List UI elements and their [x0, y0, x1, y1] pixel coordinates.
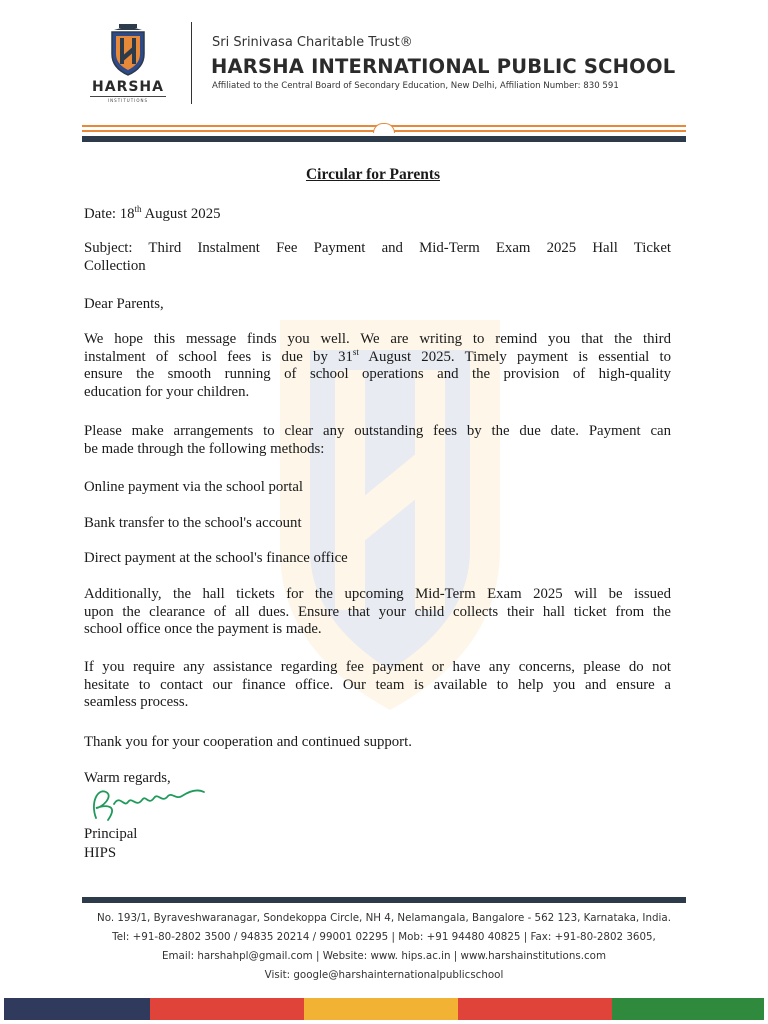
list-item-bank-transfer: Bank transfer to the school's account: [84, 515, 302, 531]
footer-address: No. 193/1, Byraveshwaranagar, Sondekoppa Circle, NH 4, Nelamangala, Bangalore - 562 123, Karnataka, India.: [97, 912, 671, 924]
footer-band-red-2: [458, 998, 612, 1020]
letter-closing: Warm regards,: [84, 770, 171, 786]
list-item-online-payment: Online payment via the school portal: [84, 479, 304, 495]
trust-name: Sri Srinivasa Charitable Trust®: [212, 35, 413, 50]
list-item-direct-payment: Direct payment at the school's finance office: [84, 550, 348, 566]
header-divider: [191, 22, 192, 104]
footer-rule: [82, 897, 686, 903]
signatory-title: Principal: [84, 826, 138, 842]
header-rule-dark: [82, 136, 686, 142]
school-name: HARSHA INTERNATIONAL PUBLIC SCHOOL: [211, 55, 676, 78]
logo-subtitle: INSTITUTIONS: [90, 96, 166, 103]
affiliation-text: Affiliated to the Central Board of Secondary Education, New Delhi, Affiliation Number: 830 591: [212, 81, 619, 91]
signatory-organisation: HIPS: [84, 845, 117, 861]
footer-visit: Visit: google@harshainternationalpublicschool: [264, 969, 504, 981]
letter-thanks: Thank you for your cooperation and continued support.: [84, 734, 412, 750]
footer-contact: Email: harshahpl@gmail.com | Website: www. hips.ac.in | www.harshainstitutions.com: [162, 950, 606, 962]
school-logo: [78, 24, 178, 104]
letter-salutation: Dear Parents,: [84, 296, 164, 312]
principal-signature: [84, 778, 214, 828]
logo-wordmark: HARSHA: [92, 79, 164, 95]
footer-band-red: [150, 998, 304, 1020]
letter-date: Date: 18th August 2025: [84, 204, 221, 222]
circular-title: Circular for Parents: [305, 166, 441, 183]
paragraph-assistance: If you require any assistance regarding fee payment or have any concerns, please do not hesitate to contact our finance office. Our team is available to help you and ensure a seamless process.: [84, 659, 671, 710]
footer-phones: Tel: +91-80-2802 3500 / 94835 20214 / 99001 02295 | Mob: +91 94480 40825 | Fax: +91-80-2802 3605,: [112, 931, 656, 943]
footer-band-yellow: [304, 998, 458, 1020]
paragraph-fee-reminder: We hope this message finds you well. We are writing to remind you that the third instalment of school fees is due by 31st August 2025. Timely payment is essential to ensure the smooth running of school operations and the provision of high-quality education for your children.: [84, 331, 671, 400]
letter-subject: Subject: Third Instalment Fee Payment and Mid-Term Exam 2025 Hall Ticket Collection: [84, 240, 671, 274]
paragraph-payment-methods: Please make arrangements to clear any outstanding fees by the due date. Payment can be made through the following methods:: [84, 423, 671, 457]
paragraph-hall-tickets: Additionally, the hall tickets for the upcoming Mid-Term Exam 2025 will be issued upon the clearance of all dues. Ensure that your child collects their hall ticket from the school office once the payment is made.: [84, 586, 671, 637]
crest-icon: [106, 24, 150, 76]
footer-band-green: [612, 998, 764, 1020]
footer-band-navy: [4, 998, 150, 1020]
